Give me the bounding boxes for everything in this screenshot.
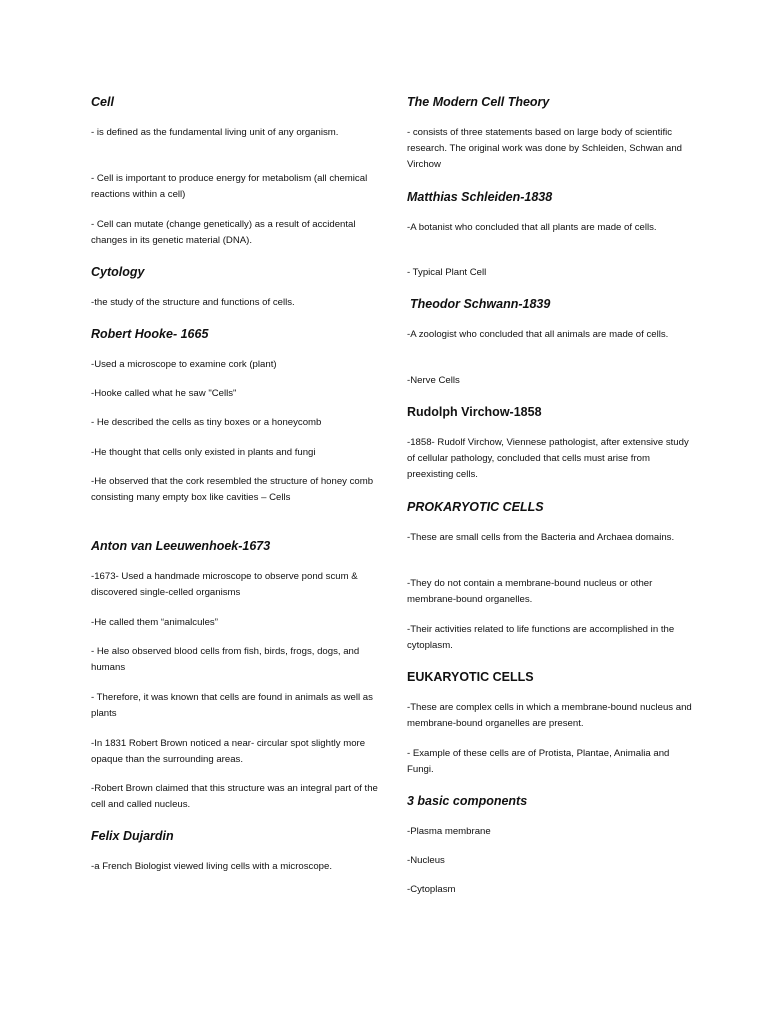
- heading-schleiden: Matthias Schleiden-1838: [407, 190, 553, 204]
- paragraph: -Robert Brown claimed that this structure was an integral part of the cell and called nucleus.: [91, 783, 378, 811]
- paragraph: - consists of three statements based on large body of scientific research. The original work was done by Schleiden, Schwan and Virchow: [407, 127, 683, 171]
- paragraph: -Their activities related to life functions are accomplished in the cytoplasm.: [407, 624, 675, 652]
- paragraph: -Plasma membrane: [407, 826, 491, 837]
- paragraph: - Cell is important to produce energy for metabolism (all chemical reactions within a cell): [91, 173, 368, 201]
- heading-robert-hooke: Robert Hooke- 1665: [91, 327, 209, 341]
- paragraph: -He observed that the cork resembled the structure of honey comb consisting many empty box like cavities – Cells: [91, 476, 374, 504]
- paragraph: -Hooke called what he saw "Cells": [91, 388, 237, 399]
- paragraph: -A zoologist who concluded that all animals are made of cells.: [407, 329, 669, 340]
- paragraph: -Nerve Cells: [407, 375, 460, 386]
- paragraph: - He described the cells as tiny boxes or a honeycomb: [91, 417, 322, 428]
- heading-leeuwenhoek: Anton van Leeuwenhoek-1673: [91, 539, 271, 553]
- heading-modern-cell-theory: The Modern Cell Theory: [407, 95, 550, 109]
- paragraph: -Nucleus: [407, 855, 445, 866]
- heading-felix-dujardin: Felix Dujardin: [91, 829, 174, 843]
- paragraph: - Typical Plant Cell: [407, 267, 487, 278]
- paragraph: -Cytoplasm: [407, 884, 456, 895]
- heading-cell: Cell: [91, 95, 114, 109]
- heading-cytology: Cytology: [91, 265, 145, 279]
- paragraph: -In 1831 Robert Brown noticed a near- circular spot slightly more opaque than the surrounding areas.: [91, 738, 366, 766]
- paragraph: -He called them “animalcules”: [91, 617, 218, 628]
- heading-basic-components: 3 basic components: [407, 794, 528, 808]
- paragraph: -A botanist who concluded that all plants are made of cells.: [407, 222, 657, 233]
- paragraph: -These are complex cells in which a membrane-bound nucleus and membrane-bound organelles are present.: [407, 702, 692, 730]
- paragraph: - Therefore, it was known that cells are found in animals as well as plants: [91, 692, 373, 720]
- heading-prokaryotic: PROKARYOTIC CELLS: [407, 500, 544, 514]
- paragraph: - Example of these cells are of Protista, Plantae, Animalia and Fungi.: [407, 748, 670, 776]
- paragraph: - He also observed blood cells from fish, birds, frogs, dogs, and humans: [91, 646, 360, 674]
- heading-schwann: Theodor Schwann-1839: [410, 297, 551, 311]
- paragraph: -These are small cells from the Bacteria and Archaea domains.: [407, 532, 675, 543]
- paragraph: - is defined as the fundamental living unit of any organism.: [91, 127, 339, 138]
- paragraph: -He thought that cells only existed in plants and fungi: [91, 447, 316, 458]
- heading-eukaryotic: EUKARYOTIC CELLS: [407, 670, 534, 684]
- paragraph: -the study of the structure and functions of cells.: [91, 297, 295, 308]
- paragraph: -1858- Rudolf Virchow, Viennese pathologist, after extensive study of cellular pathology, concluded that cells must arise from preexisting cells.: [407, 437, 689, 481]
- paragraph: -1673- Used a handmade microscope to observe pond scum & discovered single-celled organisms: [91, 571, 358, 599]
- paragraph: - Cell can mutate (change genetically) as a result of accidental changes in its genetic material (DNA).: [91, 219, 356, 247]
- paragraph: -Used a microscope to examine cork (plant): [91, 359, 277, 370]
- paragraph: -a French Biologist viewed living cells with a microscope.: [91, 861, 333, 872]
- paragraph: -They do not contain a membrane-bound nucleus or other membrane-bound organelles.: [407, 578, 653, 606]
- heading-virchow: Rudolph Virchow-1858: [407, 405, 542, 419]
